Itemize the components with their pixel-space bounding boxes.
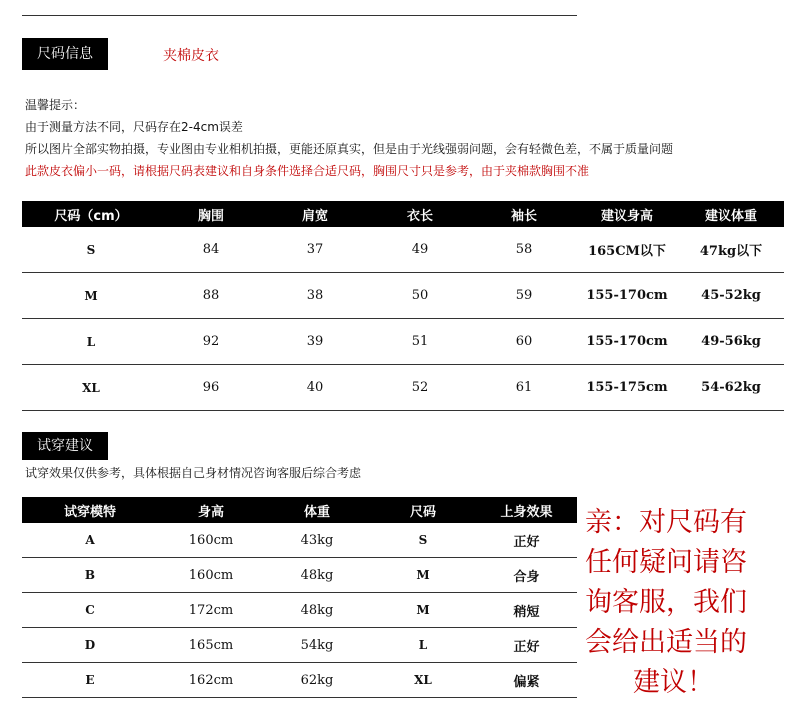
cell-shoulder: 40: [262, 365, 368, 411]
cell-fit: 正好: [476, 628, 577, 663]
cell-sleeve: 61: [472, 365, 576, 411]
cell-model: D: [22, 628, 158, 663]
table-row: [22, 523, 577, 558]
header-fit: 上身效果: [476, 497, 577, 523]
cell-weight: 45-52kg: [678, 273, 784, 319]
cell-weight: 47kg以下: [678, 227, 784, 273]
notes-heading: 温馨提示：: [25, 98, 86, 112]
cell-model: C: [22, 593, 158, 628]
cell-chest: 96: [160, 365, 262, 411]
cell-weight: 49-56kg: [678, 319, 784, 365]
header-weight: 体重: [264, 497, 370, 523]
cell-size: M: [22, 273, 160, 319]
header-model: 试穿模特: [22, 497, 158, 523]
cell-size: S: [22, 227, 160, 273]
cell-height: 165CM以下: [576, 227, 678, 273]
cell-sleeve: 58: [472, 227, 576, 273]
cell-size: M: [370, 593, 476, 628]
fit-table-header: [22, 497, 577, 523]
notes-line-1: 由于测量方法不同，尺码存在2-4cm误差: [25, 120, 243, 134]
cell-fit: 合身: [476, 558, 577, 593]
cell-size: L: [370, 628, 476, 663]
cell-sleeve: 59: [472, 273, 576, 319]
cell-shoulder: 37: [262, 227, 368, 273]
header-size: 尺码: [370, 497, 476, 523]
cell-shoulder: 38: [262, 273, 368, 319]
table-row: [22, 365, 784, 411]
cell-fit: 稍短: [476, 593, 577, 628]
cell-fit: 偏紧: [476, 663, 577, 698]
cell-height: 165cm: [158, 628, 264, 663]
cell-length: 52: [368, 365, 472, 411]
cell-weight: 43kg: [264, 523, 370, 558]
cell-model: E: [22, 663, 158, 698]
cell-length: 51: [368, 319, 472, 365]
notes-block: [25, 94, 673, 182]
table-row: [22, 628, 577, 663]
header-size: 尺码（cm）: [22, 201, 160, 227]
fit-advice-tip: 试穿效果仅供参考，具体根据自己身材情况咨询客服后综合考虑: [25, 466, 362, 480]
notes-line-3-warning: 此款皮衣偏小一码，请根据尺码表建议和自身条件选择合适尺码，胸围尺寸只是参考，由于夹棉款胸围不准: [25, 164, 590, 178]
cell-weight: 54kg: [264, 628, 370, 663]
cs-line: 询客服，我们: [585, 587, 747, 618]
size-table-header: [22, 201, 784, 227]
cell-sleeve: 60: [472, 319, 576, 365]
header-length: 衣长: [368, 201, 472, 227]
cell-model: A: [22, 523, 158, 558]
table-row: [22, 273, 784, 319]
cell-height: 172cm: [158, 593, 264, 628]
cell-size: XL: [22, 365, 160, 411]
header-height: 身高: [158, 497, 264, 523]
cell-size: M: [370, 558, 476, 593]
cell-length: 49: [368, 227, 472, 273]
cell-height: 162cm: [158, 663, 264, 698]
cell-height: 155-175cm: [576, 365, 678, 411]
table-row: [22, 593, 577, 628]
customer-service-note: [585, 503, 785, 703]
cell-height: 160cm: [158, 523, 264, 558]
table-row: [22, 227, 784, 273]
notes-line-2: 所以图片全部实物拍摄，专业图由专业相机拍摄，更能还原真实，但是由于光线强弱问题，会有轻微色差，不属于质量问题: [25, 142, 674, 156]
cs-line: 任何疑问请咨: [585, 547, 747, 578]
top-divider: [22, 15, 577, 16]
table-row: [22, 663, 577, 698]
size-info-title: 尺码信息: [22, 38, 108, 70]
size-table: [22, 201, 784, 411]
cell-fit: 正好: [476, 523, 577, 558]
cell-weight: 48kg: [264, 558, 370, 593]
cell-weight: 54-62kg: [678, 365, 784, 411]
cs-line: 会给出适当的: [585, 627, 747, 658]
cell-height: 155-170cm: [576, 273, 678, 319]
cs-line: 亲：对尺码有: [585, 507, 747, 538]
cell-chest: 84: [160, 227, 262, 273]
header-sleeve: 袖长: [472, 201, 576, 227]
header-shoulder: 肩宽: [262, 201, 368, 227]
header-height: 建议身高: [576, 201, 678, 227]
table-row: [22, 558, 577, 593]
cs-line: 建议！: [633, 667, 714, 698]
cell-size: L: [22, 319, 160, 365]
cell-weight: 62kg: [264, 663, 370, 698]
cell-shoulder: 39: [262, 319, 368, 365]
cell-length: 50: [368, 273, 472, 319]
table-row: [22, 319, 784, 365]
cell-height: 160cm: [158, 558, 264, 593]
header-chest: 胸围: [160, 201, 262, 227]
header-weight: 建议体重: [678, 201, 784, 227]
cell-model: B: [22, 558, 158, 593]
fit-advice-title: 试穿建议: [22, 432, 108, 460]
cell-chest: 92: [160, 319, 262, 365]
cell-chest: 88: [160, 273, 262, 319]
fit-table: [22, 497, 577, 698]
cell-size: S: [370, 523, 476, 558]
product-name: 夹棉皮衣: [163, 48, 219, 64]
cell-weight: 48kg: [264, 593, 370, 628]
cell-height: 155-170cm: [576, 319, 678, 365]
cell-size: XL: [370, 663, 476, 698]
